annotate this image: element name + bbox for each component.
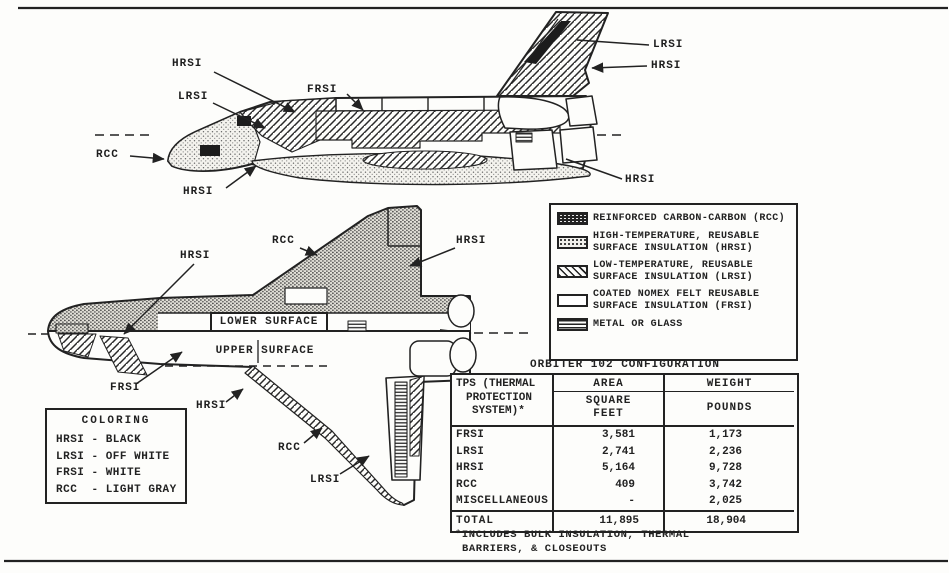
plan-nozzle-upper	[448, 295, 474, 327]
coloring-key-box	[45, 408, 187, 504]
lower-surface-box	[210, 312, 328, 332]
label-hrsi-wing-top: HRSI	[456, 235, 487, 247]
frsi-plain-swatch	[557, 294, 588, 307]
metal-lines-swatch	[557, 318, 588, 331]
table-row-frsi-area: 3,581	[554, 425, 665, 444]
label-rcc-wing: RCC	[278, 442, 301, 454]
table-row-misc-name: MISCELLANEOUS	[452, 493, 554, 510]
table-title: ORBITER 102 CONFIGURATION	[529, 359, 721, 371]
table-row-rcc-weight: 3,742	[708, 478, 742, 491]
table-row-lrsi-area: 2,741	[554, 444, 665, 461]
plan-oms-pod	[410, 341, 456, 376]
nose-centerline-panel	[56, 324, 88, 333]
wing-lrsi-inset	[363, 151, 487, 169]
engine-nozzle-lower	[560, 127, 597, 163]
legend-frsi-line2: SURFACE INSULATION (FRSI)	[593, 300, 754, 312]
table-total-name: TOTAL	[452, 510, 554, 531]
col-header-weight: WEIGHT	[665, 375, 794, 392]
label-rcc-leading-edge: RCC	[272, 235, 295, 247]
table-row-frsi-name: FRSI	[452, 425, 554, 444]
tail-metal-core	[395, 382, 407, 477]
legend-rcc-text: REINFORCED CARBON-CARBON (RCC)	[593, 212, 786, 224]
orbiter-config-table	[450, 373, 799, 533]
label-hrsi-forward: HRSI	[172, 58, 203, 70]
label-hrsi-aft: HRSI	[625, 174, 656, 186]
label-hrsi-nose-plan: HRSI	[180, 250, 211, 262]
engine-nozzle-upper	[566, 96, 597, 126]
table-row-misc-area: -	[554, 493, 665, 510]
table-total-weight: 18,904	[665, 510, 794, 531]
legend-item-frsi	[557, 289, 792, 312]
table-row-rcc-area: 409	[554, 477, 665, 494]
coloring-entry-lrsi: LRSI - OFF WHITE	[56, 450, 170, 463]
col-header-area: AREA	[554, 375, 665, 392]
label-lrsi-tail: LRSI	[653, 39, 684, 51]
lower-surface-white-patch	[285, 288, 327, 304]
table-row-frsi-weight: 1,173	[665, 425, 794, 444]
table-row-lrsi-name: LRSI	[452, 444, 554, 461]
footnote-line-2: BARRIERS, & CLOSEOUTS	[462, 542, 607, 555]
table-total-area: 11,895	[554, 510, 665, 531]
hrsi-stipple-swatch	[557, 236, 588, 249]
legend-lrsi-line2: SURFACE INSULATION (LRSI)	[593, 271, 754, 283]
legend-hrsi-line1: HIGH-TEMPERATURE, REUSABLE	[593, 231, 760, 242]
footnote-line-1: *INCLUDES BULK INSULATION, THERMAL	[455, 529, 690, 541]
table-row-lrsi-weight: 2,236	[708, 445, 742, 458]
lower-surface-label: LOWER SURFACE	[219, 316, 319, 328]
legend-frsi-line1: COATED NOMEX FELT REUSABLE	[593, 289, 760, 300]
legend-hrsi-line2: SURFACE INSULATION (HRSI)	[593, 242, 754, 254]
tail-fin	[497, 12, 608, 96]
upper-surface-label: UPPER SURFACE	[215, 344, 315, 357]
upper-surface-box	[204, 339, 326, 362]
table-row-misc-weight: 2,025	[708, 495, 742, 507]
coloring-entry-rcc: RCC - LIGHT GRAY	[56, 483, 177, 496]
legend-item-hrsi	[557, 231, 792, 254]
weight-unit: POUNDS	[706, 402, 753, 414]
material-legend-box	[549, 203, 798, 361]
label-lrsi-forward: LRSI	[178, 91, 209, 103]
coloring-entry-frsi: FRSI - WHITE	[56, 467, 142, 479]
table-footnote	[455, 529, 690, 556]
nose-panel-dark	[200, 145, 220, 156]
legend-lrsi-line1: LOW-TEMPERATURE, REUSABLE	[593, 260, 754, 271]
table-row-hrsi-weight: 9,728	[708, 462, 742, 474]
label-frsi-upper: FRSI	[110, 382, 141, 394]
label-lrsi-wingtip: LRSI	[310, 474, 341, 486]
aft-grille	[516, 133, 532, 142]
label-rcc-nose: RCC	[96, 149, 119, 161]
legend-metal-text: METAL OR GLASS	[593, 318, 683, 330]
coloring-title: COLORING	[81, 415, 151, 427]
table-row-rcc-name: RCC	[452, 477, 554, 494]
legend-item-metal	[557, 318, 792, 331]
label-hrsi-lower: HRSI	[183, 186, 214, 198]
area-unit: SQUARE FEET	[554, 392, 665, 425]
table-row-hrsi-name: HRSI	[452, 460, 554, 477]
lrsi-hatch-swatch	[557, 265, 588, 278]
coloring-entry-hrsi: HRSI - BLACK	[56, 434, 142, 446]
rcc-speckle-swatch	[557, 212, 588, 225]
table-row-hrsi-area: 5,164	[554, 460, 665, 477]
aft-centerline-grille	[348, 321, 366, 331]
label-hrsi-wing-edge: HRSI	[196, 400, 227, 412]
legend-item-lrsi	[557, 260, 792, 283]
label-hrsi-tail: HRSI	[651, 60, 682, 72]
legend-item-rcc	[557, 212, 792, 225]
label-frsi-top: FRSI	[307, 84, 338, 96]
col-header-tps: TPS (THERMAL PROTECTION SYSTEM)*	[452, 375, 554, 425]
